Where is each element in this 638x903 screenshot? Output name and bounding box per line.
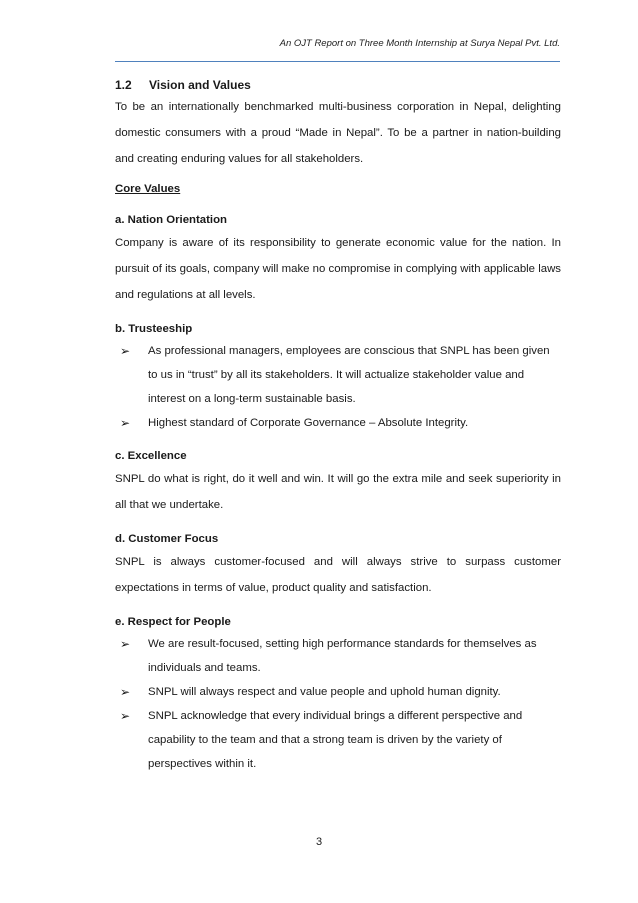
list-item-text: We are result-focused, setting high performance standards for themselves as individuals and teams. [148, 638, 537, 674]
section-number: 1.2 [115, 78, 132, 92]
list-item-text: As professional managers, employees are conscious that SNPL has been given to us in “trust” by all its stakeholders. It will actualize stakeholder value and interest on a long-term sustainable basis. [148, 345, 550, 405]
list-item [115, 339, 561, 411]
value-customer-focus [115, 529, 561, 601]
bullet-list [115, 339, 561, 435]
list-item [115, 632, 561, 680]
value-nation-orientation [115, 210, 561, 308]
section-heading [115, 76, 561, 94]
list-item-text: SNPL will always respect and value people and uphold human dignity. [148, 686, 501, 698]
page-number: 3 [315, 836, 323, 848]
value-text: Company is aware of its responsibility to generate economic value for the nation. In pursuit of its goals, company will make no compromise in complying with applicable laws and regulations at all levels. [115, 237, 561, 301]
value-title: a. Nation Orientation [115, 214, 228, 226]
list-item-text: Highest standard of Corporate Governance – Absolute Integrity. [148, 417, 469, 429]
arrowhead-bullet-icon: ➢ [120, 637, 131, 651]
value-title: b. Trusteeship [115, 323, 193, 335]
arrowhead-bullet-icon: ➢ [120, 685, 131, 699]
value-text: SNPL do what is right, do it well and win. It will go the extra mile and seek superiority in all that we undertake. [115, 473, 561, 511]
running-header: An OJT Report on Three Month Internship at Surya Nepal Pvt. Ltd. [279, 38, 560, 49]
value-title: d. Customer Focus [115, 533, 219, 545]
section-title: Vision and Values [149, 78, 251, 92]
arrowhead-bullet-icon: ➢ [120, 709, 131, 723]
list-item [115, 680, 561, 704]
header-rule [115, 61, 560, 62]
vision-paragraph: To be an internationally benchmarked multi-business corporation in Nepal, delighting domestic consumers with a proud “Made in Nepal”. To be a partner in nation-building and creating enduring values for all stakeholders. [115, 101, 561, 165]
list-item [115, 411, 561, 435]
value-respect-for-people [115, 612, 561, 776]
value-title: c. Excellence [115, 450, 187, 462]
core-values-heading: Core Values [115, 183, 181, 195]
list-item [115, 704, 561, 776]
value-text: SNPL is always customer-focused and will always strive to surpass customer expectations in terms of value, product quality and satisfaction. [115, 556, 561, 594]
value-title: e. Respect for People [115, 616, 231, 628]
value-excellence [115, 446, 561, 518]
arrowhead-bullet-icon: ➢ [120, 416, 131, 430]
bullet-list [115, 632, 561, 776]
page-content [115, 76, 561, 776]
arrowhead-bullet-icon: ➢ [120, 344, 131, 358]
list-item-text: SNPL acknowledge that every individual brings a different perspective and capability to the team and that a strong team is driven by the variety of perspectives within it. [148, 710, 523, 770]
value-trusteeship [115, 319, 561, 435]
